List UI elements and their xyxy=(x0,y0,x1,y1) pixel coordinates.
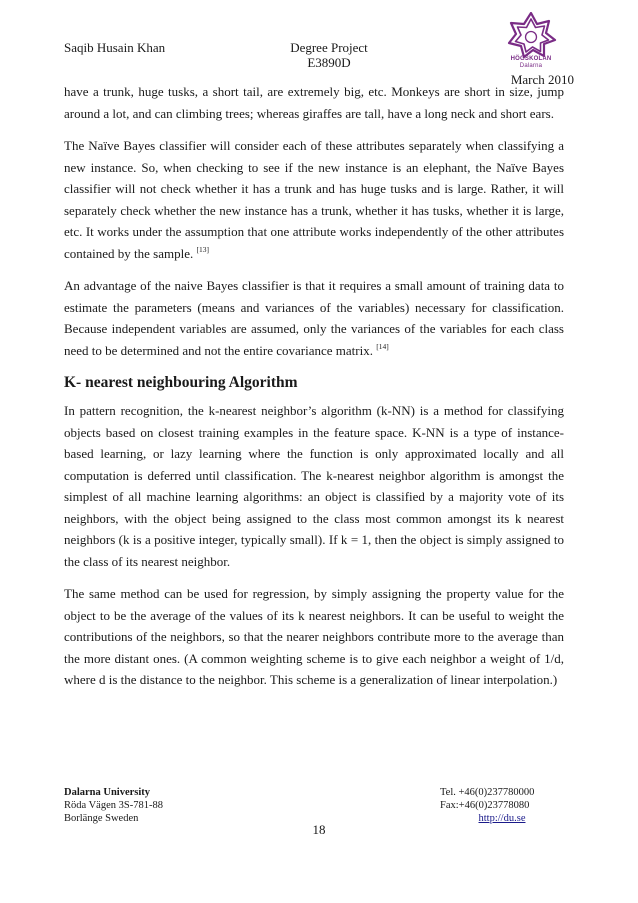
university-logo xyxy=(500,12,562,74)
footer-url-link[interactable]: http://du.se xyxy=(478,813,526,824)
logo-text-hogskolan: HÖGSKOLAN xyxy=(510,56,552,62)
citation-13: [13] xyxy=(196,244,209,254)
paragraph-1: have a trunk, huge tusks, a short tail, are extremely big, etc. Monkeys are short in size, jump around a lot, and can climbing trees; whereas giraffes are tall, have a long neck and short ears. xyxy=(64,84,564,121)
paragraph-3 xyxy=(64,275,564,361)
header-author: Saqib Husain Khan xyxy=(64,40,166,55)
page-number: 18 xyxy=(312,822,326,837)
paragraph-2-text: The Naïve Bayes classifier will consider each of these attributes separately when classifying a new instance. So, when checking to see if the new instance is an elephant, the Naïve Bayes classifier will not check whether it has a trunk and has huge tusks and is large. Rather, it will separately check whether the new instance has a trunk, whether it has tusks, whether it is large, etc. It works under the assumption that one attribute works independently of the other attributes contained by the sample. xyxy=(64,138,564,261)
footer-address xyxy=(64,786,163,825)
footer-university: Dalarna University xyxy=(64,787,151,798)
section-heading: K- nearest neighbouring Algorithm xyxy=(64,374,298,391)
footer-fax: Fax:+46(0)23778080 xyxy=(440,800,530,811)
header-date: March 2010 xyxy=(510,72,574,87)
citation-14: [14] xyxy=(376,341,389,351)
footer-tel: Tel. +46(0)237780000 xyxy=(440,787,535,798)
footer-contact xyxy=(440,786,564,825)
footer-city: Borlänge Sweden xyxy=(64,813,139,824)
star-logo-icon xyxy=(500,12,562,58)
paragraph-5: The same method can be used for regression, by simply assigning the property value for the object to be the average of the values of its k nearest neighbors. It can be useful to weight the contributions of the neighbors, so that the nearer neighbors contribute more to the average than the more distant ones. (A common weighting scheme is to give each neighbor a weight of 1/d, where d is the distance to the neighbor. This scheme is a generalization of linear interpolation.) xyxy=(64,586,564,687)
body-text xyxy=(64,81,564,702)
header-project-code: E3890D xyxy=(307,55,351,70)
logo-text-dalarna: Dalarna xyxy=(519,63,543,69)
paragraph-2 xyxy=(64,135,564,264)
footer-street: Röda Vägen 3S-781-88 xyxy=(64,800,163,811)
header-project-title: Degree Project xyxy=(290,40,368,55)
paragraph-4: In pattern recognition, the k-nearest neighbor’s algorithm (k-NN) is a method for classifying objects based on closest training examples in the feature space. K-NN is a type of instance-based learning, or lazy learning where the function is only approximated locally and all computation is deferred until classification. The k-nearest neighbor algorithm is amongst the simplest of all machine learning algorithms: an object is classified by a majority vote of its neighbors, with the object being assigned to the class most common amongst its k nearest neighbors (k is a positive integer, typically small). If k = 1, then the object is simply assigned to the class of its nearest neighbor. xyxy=(64,403,564,569)
header-project xyxy=(274,40,384,70)
paragraph-3-text: An advantage of the naive Bayes classifier is that it requires a small amount of training data to estimate the parameters (means and variances of the variables) necessary for classification. Because independent variables are assumed, only the variances of the variables for each class need to be determined and not the entire covariance matrix. xyxy=(64,278,564,358)
